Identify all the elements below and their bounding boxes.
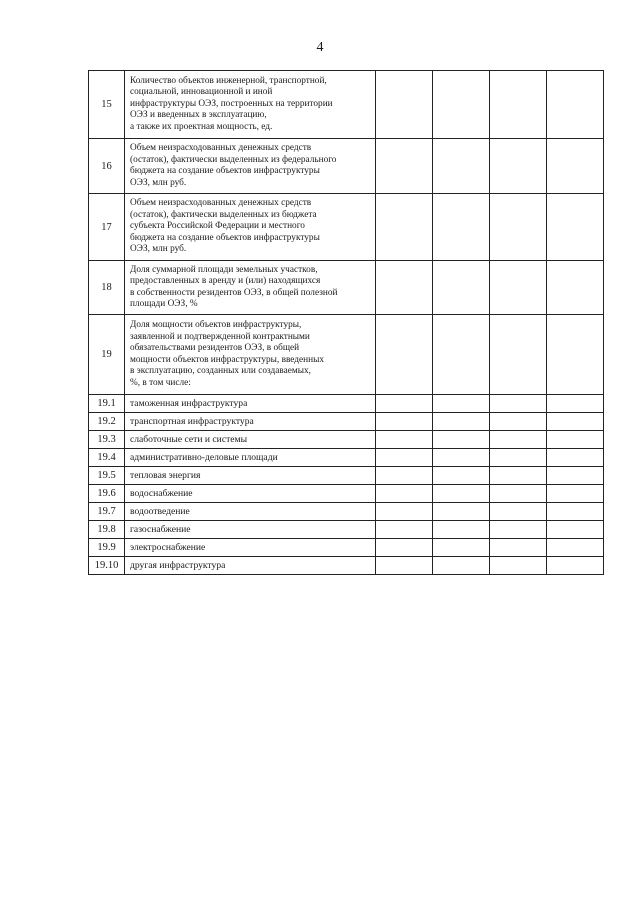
row-label: таможенная инфраструктура <box>125 395 376 413</box>
value-cell <box>376 413 433 431</box>
row-label: водоснабжение <box>125 485 376 503</box>
row-number: 19.8 <box>89 521 125 539</box>
value-cell <box>433 71 490 139</box>
value-cell <box>376 431 433 449</box>
description-line: (остаток), фактически выделенных из федерального <box>130 154 337 165</box>
description-line: ОЭЗ, млн руб. <box>130 244 187 255</box>
value-cell <box>490 449 547 467</box>
table-row <box>89 557 604 575</box>
row-number: 19.5 <box>89 467 125 485</box>
table-row <box>89 467 604 485</box>
value-cell <box>547 449 604 467</box>
value-cell <box>433 449 490 467</box>
value-cell <box>433 521 490 539</box>
description-line: инфраструктуры ОЭЗ, построенных на территории <box>130 98 333 109</box>
table-row <box>89 315 604 395</box>
value-cell <box>547 557 604 575</box>
value-cell <box>547 395 604 413</box>
value-cell <box>547 521 604 539</box>
value-cell <box>376 194 433 261</box>
value-cell <box>547 194 604 261</box>
table-row <box>89 521 604 539</box>
table-row <box>89 485 604 503</box>
table-row <box>89 139 604 194</box>
description-line: Доля суммарной площади земельных участков, <box>130 264 318 275</box>
description-line: ОЭЗ и введенных в эксплуатацию, <box>130 110 267 121</box>
row-number: 19.7 <box>89 503 125 521</box>
description-line: Объем неизрасходованных денежных средств <box>130 198 312 209</box>
description-line: субъекта Российской Федерации и местного <box>130 221 305 232</box>
table-row <box>89 413 604 431</box>
value-cell <box>433 485 490 503</box>
value-cell <box>433 261 490 315</box>
indicators-table <box>88 70 604 575</box>
table-row <box>89 539 604 557</box>
row-description <box>125 71 376 139</box>
row-number: 19.9 <box>89 539 125 557</box>
table-row <box>89 71 604 139</box>
value-cell <box>547 261 604 315</box>
value-cell <box>433 431 490 449</box>
description-line: бюджета на создание объектов инфраструктуры <box>130 166 320 176</box>
value-cell <box>376 71 433 139</box>
table-row <box>89 261 604 315</box>
description-line: ОЭЗ, млн руб. <box>130 177 187 188</box>
value-cell <box>547 315 604 395</box>
value-cell <box>433 539 490 557</box>
value-cell <box>547 71 604 139</box>
value-cell <box>547 413 604 431</box>
row-number: 19 <box>89 315 125 395</box>
value-cell <box>490 139 547 194</box>
description-line: в эксплуатацию, созданных или создаваемых, <box>130 366 311 376</box>
value-cell <box>376 449 433 467</box>
value-cell <box>376 261 433 315</box>
value-cell <box>376 485 433 503</box>
row-description <box>125 261 376 315</box>
description-line: %, в том числе: <box>130 377 191 388</box>
row-number: 19.2 <box>89 413 125 431</box>
value-cell <box>547 467 604 485</box>
value-cell <box>433 557 490 575</box>
row-label: электроснабжение <box>125 539 376 557</box>
value-cell <box>433 315 490 395</box>
value-cell <box>547 139 604 194</box>
value-cell <box>433 467 490 485</box>
value-cell <box>433 139 490 194</box>
row-description <box>125 194 376 261</box>
value-cell <box>376 139 433 194</box>
value-cell <box>490 431 547 449</box>
table-row <box>89 194 604 261</box>
row-number: 16 <box>89 139 125 194</box>
description-line: площади ОЭЗ, % <box>130 299 198 309</box>
value-cell <box>547 503 604 521</box>
description-line: заявленной и подтвержденной контрактными <box>130 331 310 342</box>
value-cell <box>547 431 604 449</box>
value-cell <box>490 539 547 557</box>
row-label: другая инфраструктура <box>125 557 376 575</box>
value-cell <box>433 503 490 521</box>
description-line: Доля мощности объектов инфраструктуры, <box>130 320 302 330</box>
value-cell <box>376 521 433 539</box>
row-number: 19.6 <box>89 485 125 503</box>
row-number: 19.1 <box>89 395 125 413</box>
description-line: социальной, инновационной и иной <box>130 87 273 98</box>
description-line: мощности объектов инфраструктуры, введенных <box>130 354 324 365</box>
value-cell <box>490 194 547 261</box>
value-cell <box>547 485 604 503</box>
description-line: Объем неизрасходованных денежных средств <box>130 143 312 153</box>
value-cell <box>490 315 547 395</box>
row-label: транспортная инфраструктура <box>125 413 376 431</box>
row-description <box>125 315 376 395</box>
value-cell <box>376 467 433 485</box>
table-row <box>89 503 604 521</box>
description-line: предоставленных в аренду и (или) находящихся <box>130 276 321 286</box>
row-number: 17 <box>89 194 125 261</box>
value-cell <box>376 395 433 413</box>
row-number: 19.3 <box>89 431 125 449</box>
table-row <box>89 395 604 413</box>
value-cell <box>490 503 547 521</box>
value-cell <box>490 261 547 315</box>
value-cell <box>376 539 433 557</box>
row-number: 15 <box>89 71 125 139</box>
table-row <box>89 449 604 467</box>
row-label: административно-деловые площади <box>125 449 376 467</box>
value-cell <box>433 413 490 431</box>
description-line: (остаток), фактически выделенных из бюджета <box>130 209 317 220</box>
description-line: в собственности резидентов ОЭЗ, в общей полезной <box>130 287 338 298</box>
row-label: газоснабжение <box>125 521 376 539</box>
row-label: тепловая энергия <box>125 467 376 485</box>
value-cell <box>490 467 547 485</box>
row-description <box>125 139 376 194</box>
value-cell <box>433 194 490 261</box>
value-cell <box>376 503 433 521</box>
description-line: обязательствами резидентов ОЭЗ, в общей <box>130 343 300 353</box>
value-cell <box>376 557 433 575</box>
value-cell <box>376 315 433 395</box>
row-label: слаботочные сети и системы <box>125 431 376 449</box>
page-number: 4 <box>316 40 324 55</box>
description-line: бюджета на создание объектов инфраструктуры <box>130 232 320 243</box>
value-cell <box>490 557 547 575</box>
row-label: водоотведение <box>125 503 376 521</box>
value-cell <box>490 413 547 431</box>
row-number: 19.10 <box>89 557 125 575</box>
table-row <box>89 431 604 449</box>
row-number: 19.4 <box>89 449 125 467</box>
value-cell <box>433 395 490 413</box>
value-cell <box>490 485 547 503</box>
value-cell <box>547 539 604 557</box>
value-cell <box>490 71 547 139</box>
row-number: 18 <box>89 261 125 315</box>
description-line: а также их проектная мощность, ед. <box>130 121 273 132</box>
description-line: Количество объектов инженерной, транспортной, <box>130 75 327 86</box>
value-cell <box>490 395 547 413</box>
value-cell <box>490 521 547 539</box>
